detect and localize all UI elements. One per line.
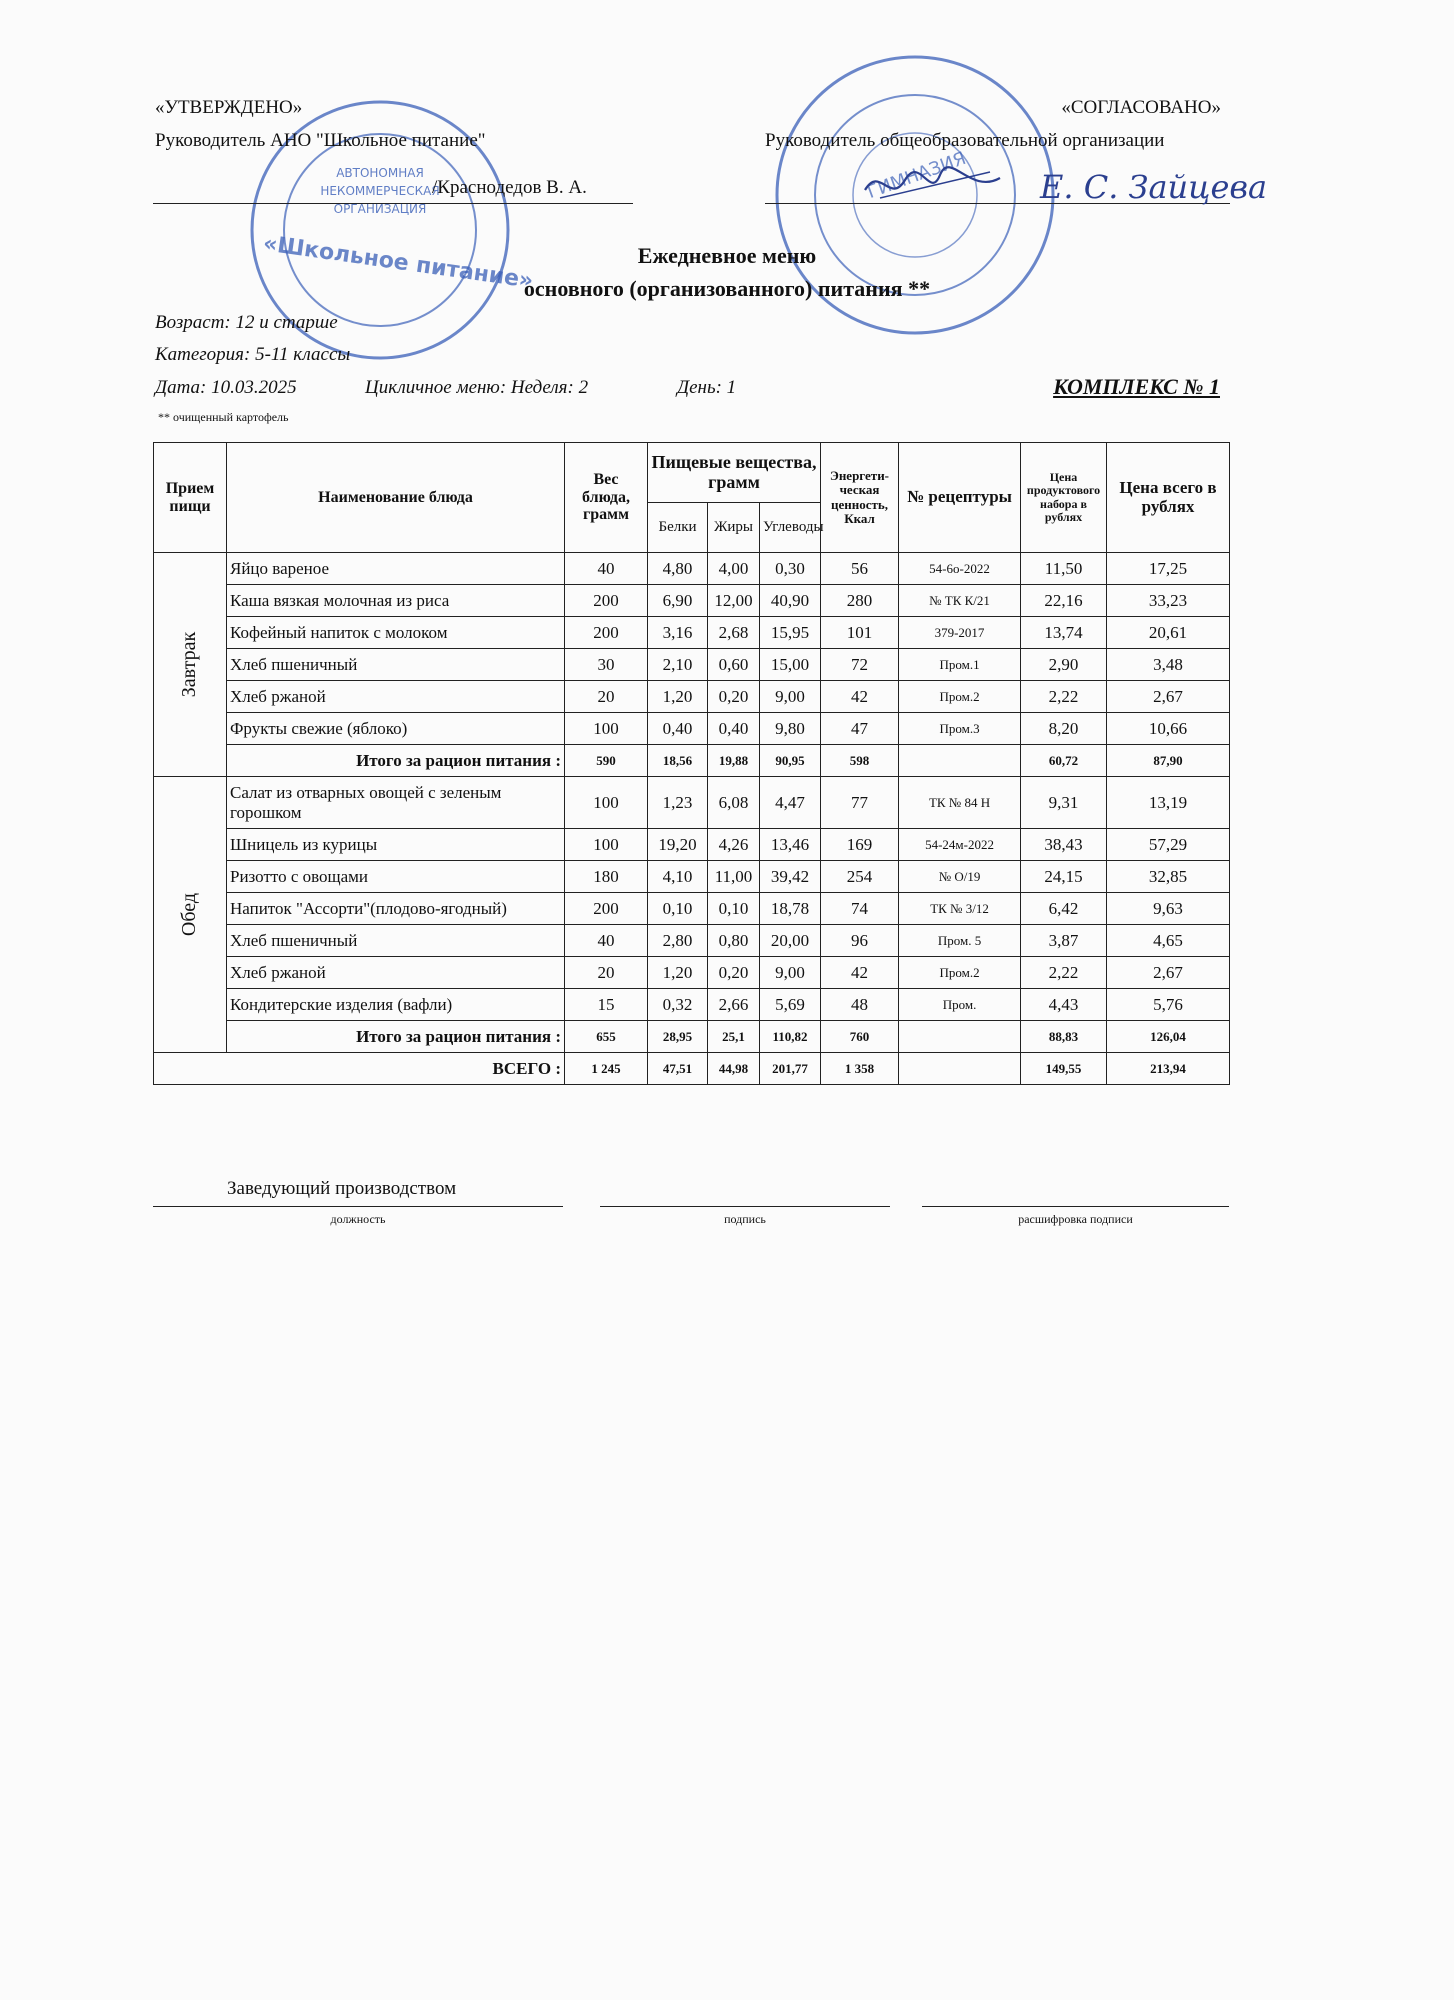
cell-r: 54-24м-2022 <box>899 829 1021 861</box>
grand-total-tp: 213,94 <box>1107 1053 1230 1085</box>
cell-sp: 2,90 <box>1021 649 1107 681</box>
menu-row <box>154 829 1230 861</box>
cell-w: 15 <box>565 989 648 1021</box>
cell-sp: 6,42 <box>1021 893 1107 925</box>
meta-cycle: Цикличное меню: Неделя: 2 <box>365 377 589 398</box>
menu-row <box>154 617 1230 649</box>
cell-e: 56 <box>821 553 899 585</box>
cell-w: 30 <box>565 649 648 681</box>
cell-e: 101 <box>821 617 899 649</box>
dish-name: Салат из отварных овощей с зеленым горошком <box>227 777 565 829</box>
cell-p: 2,10 <box>648 649 708 681</box>
total-sp: 88,83 <box>1021 1021 1107 1053</box>
cell-f: 6,08 <box>708 777 760 829</box>
cell-r: № О/19 <box>899 861 1021 893</box>
cell-c: 5,69 <box>760 989 821 1021</box>
menu-row <box>154 861 1230 893</box>
cell-e: 77 <box>821 777 899 829</box>
cell-sp: 11,50 <box>1021 553 1107 585</box>
total-p: 18,56 <box>648 745 708 777</box>
cell-p: 19,20 <box>648 829 708 861</box>
menu-row <box>154 713 1230 745</box>
cell-tp: 2,67 <box>1107 957 1230 989</box>
doc-title-line1: Ежедневное меню <box>637 243 817 268</box>
dish-name: Каша вязкая молочная из риса <box>227 585 565 617</box>
cell-w: 40 <box>565 553 648 585</box>
dish-name: Кофейный напиток с молоком <box>227 617 565 649</box>
lunch-meal-cell <box>154 777 227 1053</box>
cell-p: 0,10 <box>648 893 708 925</box>
grand-total-section <box>154 1053 1230 1085</box>
footer-position-value: Заведующий производством <box>227 1178 457 1199</box>
col-meal: Прием пищи <box>154 443 227 553</box>
cell-tp: 20,61 <box>1107 617 1230 649</box>
complex-number: КОМПЛЕКС № 1 <box>1053 374 1220 399</box>
cell-f: 0,20 <box>708 681 760 713</box>
col-nutrients: Пищевые вещества, грамм <box>648 443 821 503</box>
cell-f: 2,66 <box>708 989 760 1021</box>
agreed-label: «СОГЛАСОВАНО» <box>1061 97 1221 118</box>
cell-c: 13,46 <box>760 829 821 861</box>
col-set-price: Цена продуктового набора в рублях <box>1021 443 1107 553</box>
grand-total-c: 201,77 <box>760 1053 821 1085</box>
col-energy: Энергети-ческая ценность, Ккал <box>821 443 899 553</box>
caption-position: должность <box>330 1212 386 1226</box>
dish-name: Хлеб пшеничный <box>227 925 565 957</box>
cell-p: 4,10 <box>648 861 708 893</box>
col-weight: Вес блюда, грамм <box>565 443 648 553</box>
cell-sp: 13,74 <box>1021 617 1107 649</box>
col-fat: Жиры <box>708 503 760 553</box>
cell-p: 0,40 <box>648 713 708 745</box>
lunch-total-row <box>154 1021 1230 1053</box>
approved-role: Руководитель АНО "Школьное питание" <box>155 130 486 151</box>
menu-row <box>154 649 1230 681</box>
cell-r: ТК № 3/12 <box>899 893 1021 925</box>
total-c: 90,95 <box>760 745 821 777</box>
total-label: Итого за рацион питания : <box>227 1021 565 1053</box>
menu-row <box>154 585 1230 617</box>
cell-p: 0,32 <box>648 989 708 1021</box>
grand-total-f: 44,98 <box>708 1053 760 1085</box>
total-r <box>899 1021 1021 1053</box>
dish-name: Хлеб ржаной <box>227 957 565 989</box>
dish-name: Кондитерские изделия (вафли) <box>227 989 565 1021</box>
cell-w: 20 <box>565 957 648 989</box>
lunch-section <box>154 777 1230 1053</box>
cell-c: 9,80 <box>760 713 821 745</box>
cell-p: 3,16 <box>648 617 708 649</box>
total-label: Итого за рацион питания : <box>227 745 565 777</box>
total-tp: 87,90 <box>1107 745 1230 777</box>
breakfast-section <box>154 553 1230 777</box>
cell-f: 2,68 <box>708 617 760 649</box>
dish-name: Напиток "Ассорти"(плодово-ягодный) <box>227 893 565 925</box>
cell-e: 72 <box>821 649 899 681</box>
cell-r: ТК № 84 Н <box>899 777 1021 829</box>
cell-p: 4,80 <box>648 553 708 585</box>
caption-decoding: расшифровка подписи <box>1018 1212 1133 1226</box>
cell-f: 0,40 <box>708 713 760 745</box>
grand-total-row <box>154 1053 1230 1085</box>
meta-note: ** очищенный картофель <box>158 410 289 424</box>
cell-w: 100 <box>565 777 648 829</box>
cell-tp: 10,66 <box>1107 713 1230 745</box>
cell-sp: 38,43 <box>1021 829 1107 861</box>
grand-total-e: 1 358 <box>821 1053 899 1085</box>
cell-w: 200 <box>565 585 648 617</box>
cell-tp: 33,23 <box>1107 585 1230 617</box>
grand-total-r <box>899 1053 1021 1085</box>
total-sp: 60,72 <box>1021 745 1107 777</box>
lunch-meal-label: Обед <box>178 892 201 937</box>
agreed-role: Руководитель общеобразовательной организации <box>765 130 1165 151</box>
cell-f: 4,26 <box>708 829 760 861</box>
cell-c: 9,00 <box>760 681 821 713</box>
cell-c: 0,30 <box>760 553 821 585</box>
left-stamp-text: «Школьное питание» <box>261 231 535 294</box>
cell-f: 11,00 <box>708 861 760 893</box>
cell-sp: 4,43 <box>1021 989 1107 1021</box>
cell-f: 0,20 <box>708 957 760 989</box>
total-f: 25,1 <box>708 1021 760 1053</box>
cell-f: 0,10 <box>708 893 760 925</box>
cell-r: Пром. 5 <box>899 925 1021 957</box>
cell-c: 20,00 <box>760 925 821 957</box>
cell-r: Пром.2 <box>899 681 1021 713</box>
cell-sp: 22,16 <box>1021 585 1107 617</box>
grand-total-p: 47,51 <box>648 1053 708 1085</box>
cell-c: 9,00 <box>760 957 821 989</box>
col-protein: Белки <box>648 503 708 553</box>
cell-tp: 5,76 <box>1107 989 1230 1021</box>
col-recipe: № рецептуры <box>899 443 1021 553</box>
cell-tp: 9,63 <box>1107 893 1230 925</box>
approved-signer: /Краснодедов В. А. <box>432 177 587 198</box>
cell-r: Пром.3 <box>899 713 1021 745</box>
cell-tp: 13,19 <box>1107 777 1230 829</box>
cell-c: 18,78 <box>760 893 821 925</box>
breakfast-meal-label: Завтрак <box>178 631 201 698</box>
cell-e: 96 <box>821 925 899 957</box>
cell-r: Пром.1 <box>899 649 1021 681</box>
cell-sp: 3,87 <box>1021 925 1107 957</box>
cell-sp: 8,20 <box>1021 713 1107 745</box>
cell-c: 15,00 <box>760 649 821 681</box>
dish-name: Ризотто с овощами <box>227 861 565 893</box>
cell-r: Пром. <box>899 989 1021 1021</box>
position-line <box>153 1206 563 1207</box>
cell-c: 15,95 <box>760 617 821 649</box>
cell-tp: 3,48 <box>1107 649 1230 681</box>
right-stamp-text: ГИМНАЗИЯ <box>864 147 969 204</box>
svg-text:ОРГАНИЗАЦИЯ: ОРГАНИЗАЦИЯ <box>333 202 427 216</box>
approved-label: «УТВЕРЖДЕНО» <box>155 97 303 118</box>
total-w: 655 <box>565 1021 648 1053</box>
dish-name: Шницель из курицы <box>227 829 565 861</box>
doc-title-line2: основного (организованного) питания ** <box>523 276 931 301</box>
cell-f: 0,80 <box>708 925 760 957</box>
col-carbs: Углеводы <box>760 503 821 553</box>
cell-sp: 2,22 <box>1021 957 1107 989</box>
cell-sp: 24,15 <box>1021 861 1107 893</box>
cell-e: 74 <box>821 893 899 925</box>
cell-w: 180 <box>565 861 648 893</box>
cell-tp: 4,65 <box>1107 925 1230 957</box>
cell-c: 4,47 <box>760 777 821 829</box>
cell-e: 42 <box>821 681 899 713</box>
total-w: 590 <box>565 745 648 777</box>
signature-line <box>600 1206 890 1207</box>
cell-sp: 9,31 <box>1021 777 1107 829</box>
cell-tp: 57,29 <box>1107 829 1230 861</box>
agreed-signature-name: Е. С. Зайцева <box>1040 168 1268 206</box>
cell-e: 47 <box>821 713 899 745</box>
cell-e: 254 <box>821 861 899 893</box>
cell-e: 169 <box>821 829 899 861</box>
breakfast-total-row <box>154 745 1230 777</box>
menu-row <box>154 989 1230 1021</box>
total-c: 110,82 <box>760 1021 821 1053</box>
cell-e: 280 <box>821 585 899 617</box>
cell-w: 20 <box>565 681 648 713</box>
grand-total-label: ВСЕГО : <box>154 1053 565 1085</box>
col-dish: Наименование блюда <box>227 443 565 553</box>
cell-p: 2,80 <box>648 925 708 957</box>
cell-w: 100 <box>565 713 648 745</box>
cell-r: 54-6о-2022 <box>899 553 1021 585</box>
total-r <box>899 745 1021 777</box>
menu-row <box>154 957 1230 989</box>
caption-signature: подпись <box>724 1212 766 1226</box>
cell-p: 1,23 <box>648 777 708 829</box>
cell-e: 48 <box>821 989 899 1021</box>
breakfast-meal-cell <box>154 553 227 777</box>
svg-text:НЕКОММЕРЧЕСКАЯ: НЕКОММЕРЧЕСКАЯ <box>320 184 440 198</box>
cell-w: 200 <box>565 893 648 925</box>
grand-total-sp: 149,55 <box>1021 1053 1107 1085</box>
approved-sign-line <box>153 203 633 204</box>
decoding-line <box>922 1206 1229 1207</box>
cell-f: 0,60 <box>708 649 760 681</box>
agreed-handwritten-signature <box>860 160 1010 210</box>
col-total-price: Цена всего в рублях <box>1107 443 1230 553</box>
menu-row <box>154 553 1230 585</box>
cell-p: 1,20 <box>648 957 708 989</box>
cell-f: 4,00 <box>708 553 760 585</box>
dish-name: Хлеб ржаной <box>227 681 565 713</box>
menu-table <box>153 442 1230 1085</box>
menu-row <box>154 681 1230 713</box>
cell-p: 1,20 <box>648 681 708 713</box>
total-p: 28,95 <box>648 1021 708 1053</box>
meta-age: Возраст: 12 и старше <box>155 312 338 333</box>
cell-w: 40 <box>565 925 648 957</box>
cell-c: 39,42 <box>760 861 821 893</box>
meta-day: День: 1 <box>677 377 737 398</box>
total-e: 760 <box>821 1021 899 1053</box>
cell-r: 379-2017 <box>899 617 1021 649</box>
menu-row <box>154 777 1230 829</box>
cell-w: 100 <box>565 829 648 861</box>
menu-row <box>154 893 1230 925</box>
dish-name: Яйцо вареное <box>227 553 565 585</box>
menu-row <box>154 925 1230 957</box>
total-f: 19,88 <box>708 745 760 777</box>
dish-name: Хлеб пшеничный <box>227 649 565 681</box>
cell-tp: 32,85 <box>1107 861 1230 893</box>
total-tp: 126,04 <box>1107 1021 1230 1053</box>
grand-total-w: 1 245 <box>565 1053 648 1085</box>
total-e: 598 <box>821 745 899 777</box>
cell-p: 6,90 <box>648 585 708 617</box>
cell-c: 40,90 <box>760 585 821 617</box>
meta-category: Категория: 5-11 классы <box>155 344 351 365</box>
cell-tp: 2,67 <box>1107 681 1230 713</box>
svg-text:АВТОНОМНАЯ: АВТОНОМНАЯ <box>336 166 424 180</box>
cell-f: 12,00 <box>708 585 760 617</box>
cell-w: 200 <box>565 617 648 649</box>
cell-r: Пром.2 <box>899 957 1021 989</box>
cell-tp: 17,25 <box>1107 553 1230 585</box>
cell-r: № ТК К/21 <box>899 585 1021 617</box>
dish-name: Фрукты свежие (яблоко) <box>227 713 565 745</box>
cell-sp: 2,22 <box>1021 681 1107 713</box>
meta-date: Дата: 10.03.2025 <box>155 377 297 398</box>
cell-e: 42 <box>821 957 899 989</box>
